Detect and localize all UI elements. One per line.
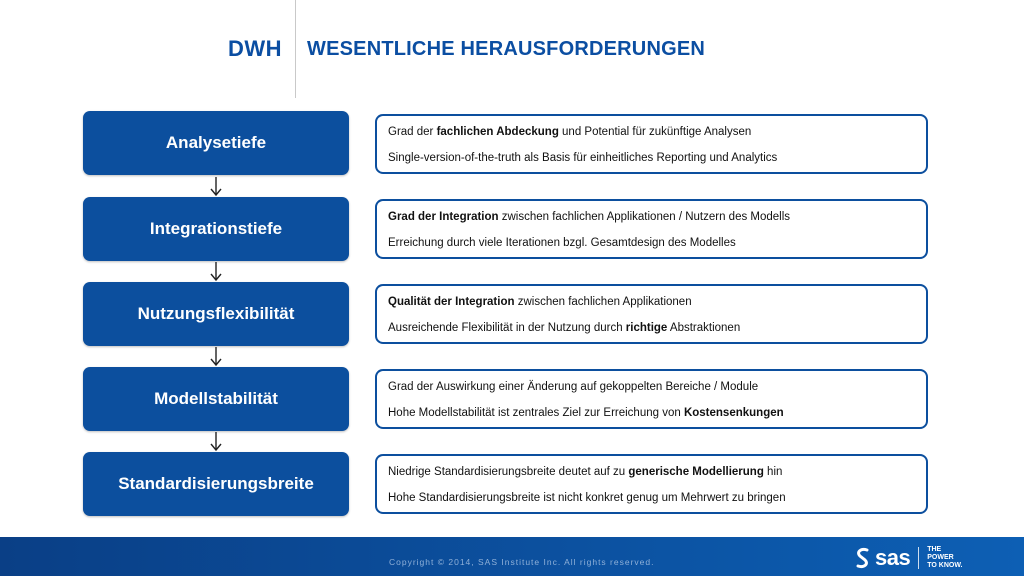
- description-box-modellstabilitaet: [375, 369, 928, 429]
- description-line-2: [388, 406, 926, 432]
- text-run: und Potential für zukünftige Analysen: [558, 126, 752, 138]
- text-run: hin: [763, 466, 783, 478]
- description-line-2: [388, 321, 926, 347]
- text-run-bold: generische Modellierung: [628, 466, 764, 478]
- text-run: Single-version-of-the-truth als Basis für einheitliches Reporting und Analytics: [388, 152, 778, 164]
- text-run-bold: Kostensenkungen: [683, 407, 784, 419]
- description-line-1: [388, 125, 926, 151]
- header-divider: [295, 0, 296, 98]
- description-line-1: [388, 380, 926, 406]
- stage-box-modellstabilitaet: Modellstabilität: [83, 367, 349, 431]
- text-run: zwischen fachlichen Applikationen / Nutzern des Modells: [498, 211, 791, 223]
- description-box-standardisierungsbreite: [375, 454, 928, 514]
- sas-logo: [853, 545, 962, 571]
- down-arrow-icon: [209, 177, 223, 197]
- description-line-2: [388, 491, 926, 517]
- description-line-2: [388, 151, 926, 177]
- sas-wordmark: sas: [875, 545, 911, 570]
- text-run: Niedrige Standardisierungsbreite deutet auf zu: [388, 466, 629, 478]
- header-tag: DWH: [228, 36, 283, 61]
- tagline-line: THE: [927, 546, 942, 553]
- text-run-bold: Qualität der Integration: [388, 296, 515, 308]
- stage-box-nutzungsflexibilitaet: Nutzungsflexibilität: [83, 282, 349, 346]
- tagline-line: POWER: [927, 554, 954, 561]
- text-run-bold: fachlichen Abdeckung: [436, 126, 559, 138]
- down-arrow-icon: [209, 262, 223, 282]
- text-run: Grad der: [388, 126, 437, 138]
- text-run: Erreichung durch viele Iterationen bzgl. Gesamtdesign des Modelles: [388, 237, 736, 249]
- page-title: WESENTLICHE HERAUSFORDERUNGEN: [307, 38, 706, 60]
- down-arrow-icon: [209, 432, 223, 452]
- stage-box-analysetiefe: Analysetiefe: [83, 111, 349, 175]
- description-line-1: [388, 295, 926, 321]
- description-line-1: [388, 465, 926, 491]
- description-box-integrationstiefe: [375, 199, 928, 259]
- sas-tagline: [927, 546, 962, 570]
- description-box-analysetiefe: [375, 114, 928, 174]
- text-run: Hohe Standardisierungsbreite ist nicht konkret genug um Mehrwert zu bringen: [388, 492, 786, 504]
- text-run: Ausreichende Flexibilität in der Nutzung durch: [388, 322, 626, 334]
- description-box-nutzungsflexibilitaet: [375, 284, 928, 344]
- text-run-bold: richtige: [625, 322, 668, 334]
- description-line-2: [388, 236, 926, 262]
- copyright-text: Copyright © 2014, SAS Institute Inc. All rights reserved.: [389, 557, 655, 567]
- text-run: Grad der Auswirkung einer Änderung auf gekoppelten Bereiche / Module: [388, 381, 759, 393]
- down-arrow-icon: [209, 347, 223, 367]
- description-line-1: [388, 210, 926, 236]
- text-run: Hohe Modellstabilität ist zentrales Ziel zur Erreichung von: [388, 407, 684, 419]
- text-run-bold: Grad der Integration: [388, 211, 499, 223]
- text-run: Abstraktionen: [667, 322, 741, 334]
- logo-divider: [918, 547, 919, 569]
- text-run: zwischen fachlichen Applikationen: [514, 296, 692, 308]
- sas-swirl-icon: [853, 547, 873, 569]
- tagline-line: TO KNOW.: [927, 562, 963, 569]
- stage-box-standardisierungsbreite: Standardisierungsbreite: [83, 452, 349, 516]
- stage-box-integrationstiefe: Integrationstiefe: [83, 197, 349, 261]
